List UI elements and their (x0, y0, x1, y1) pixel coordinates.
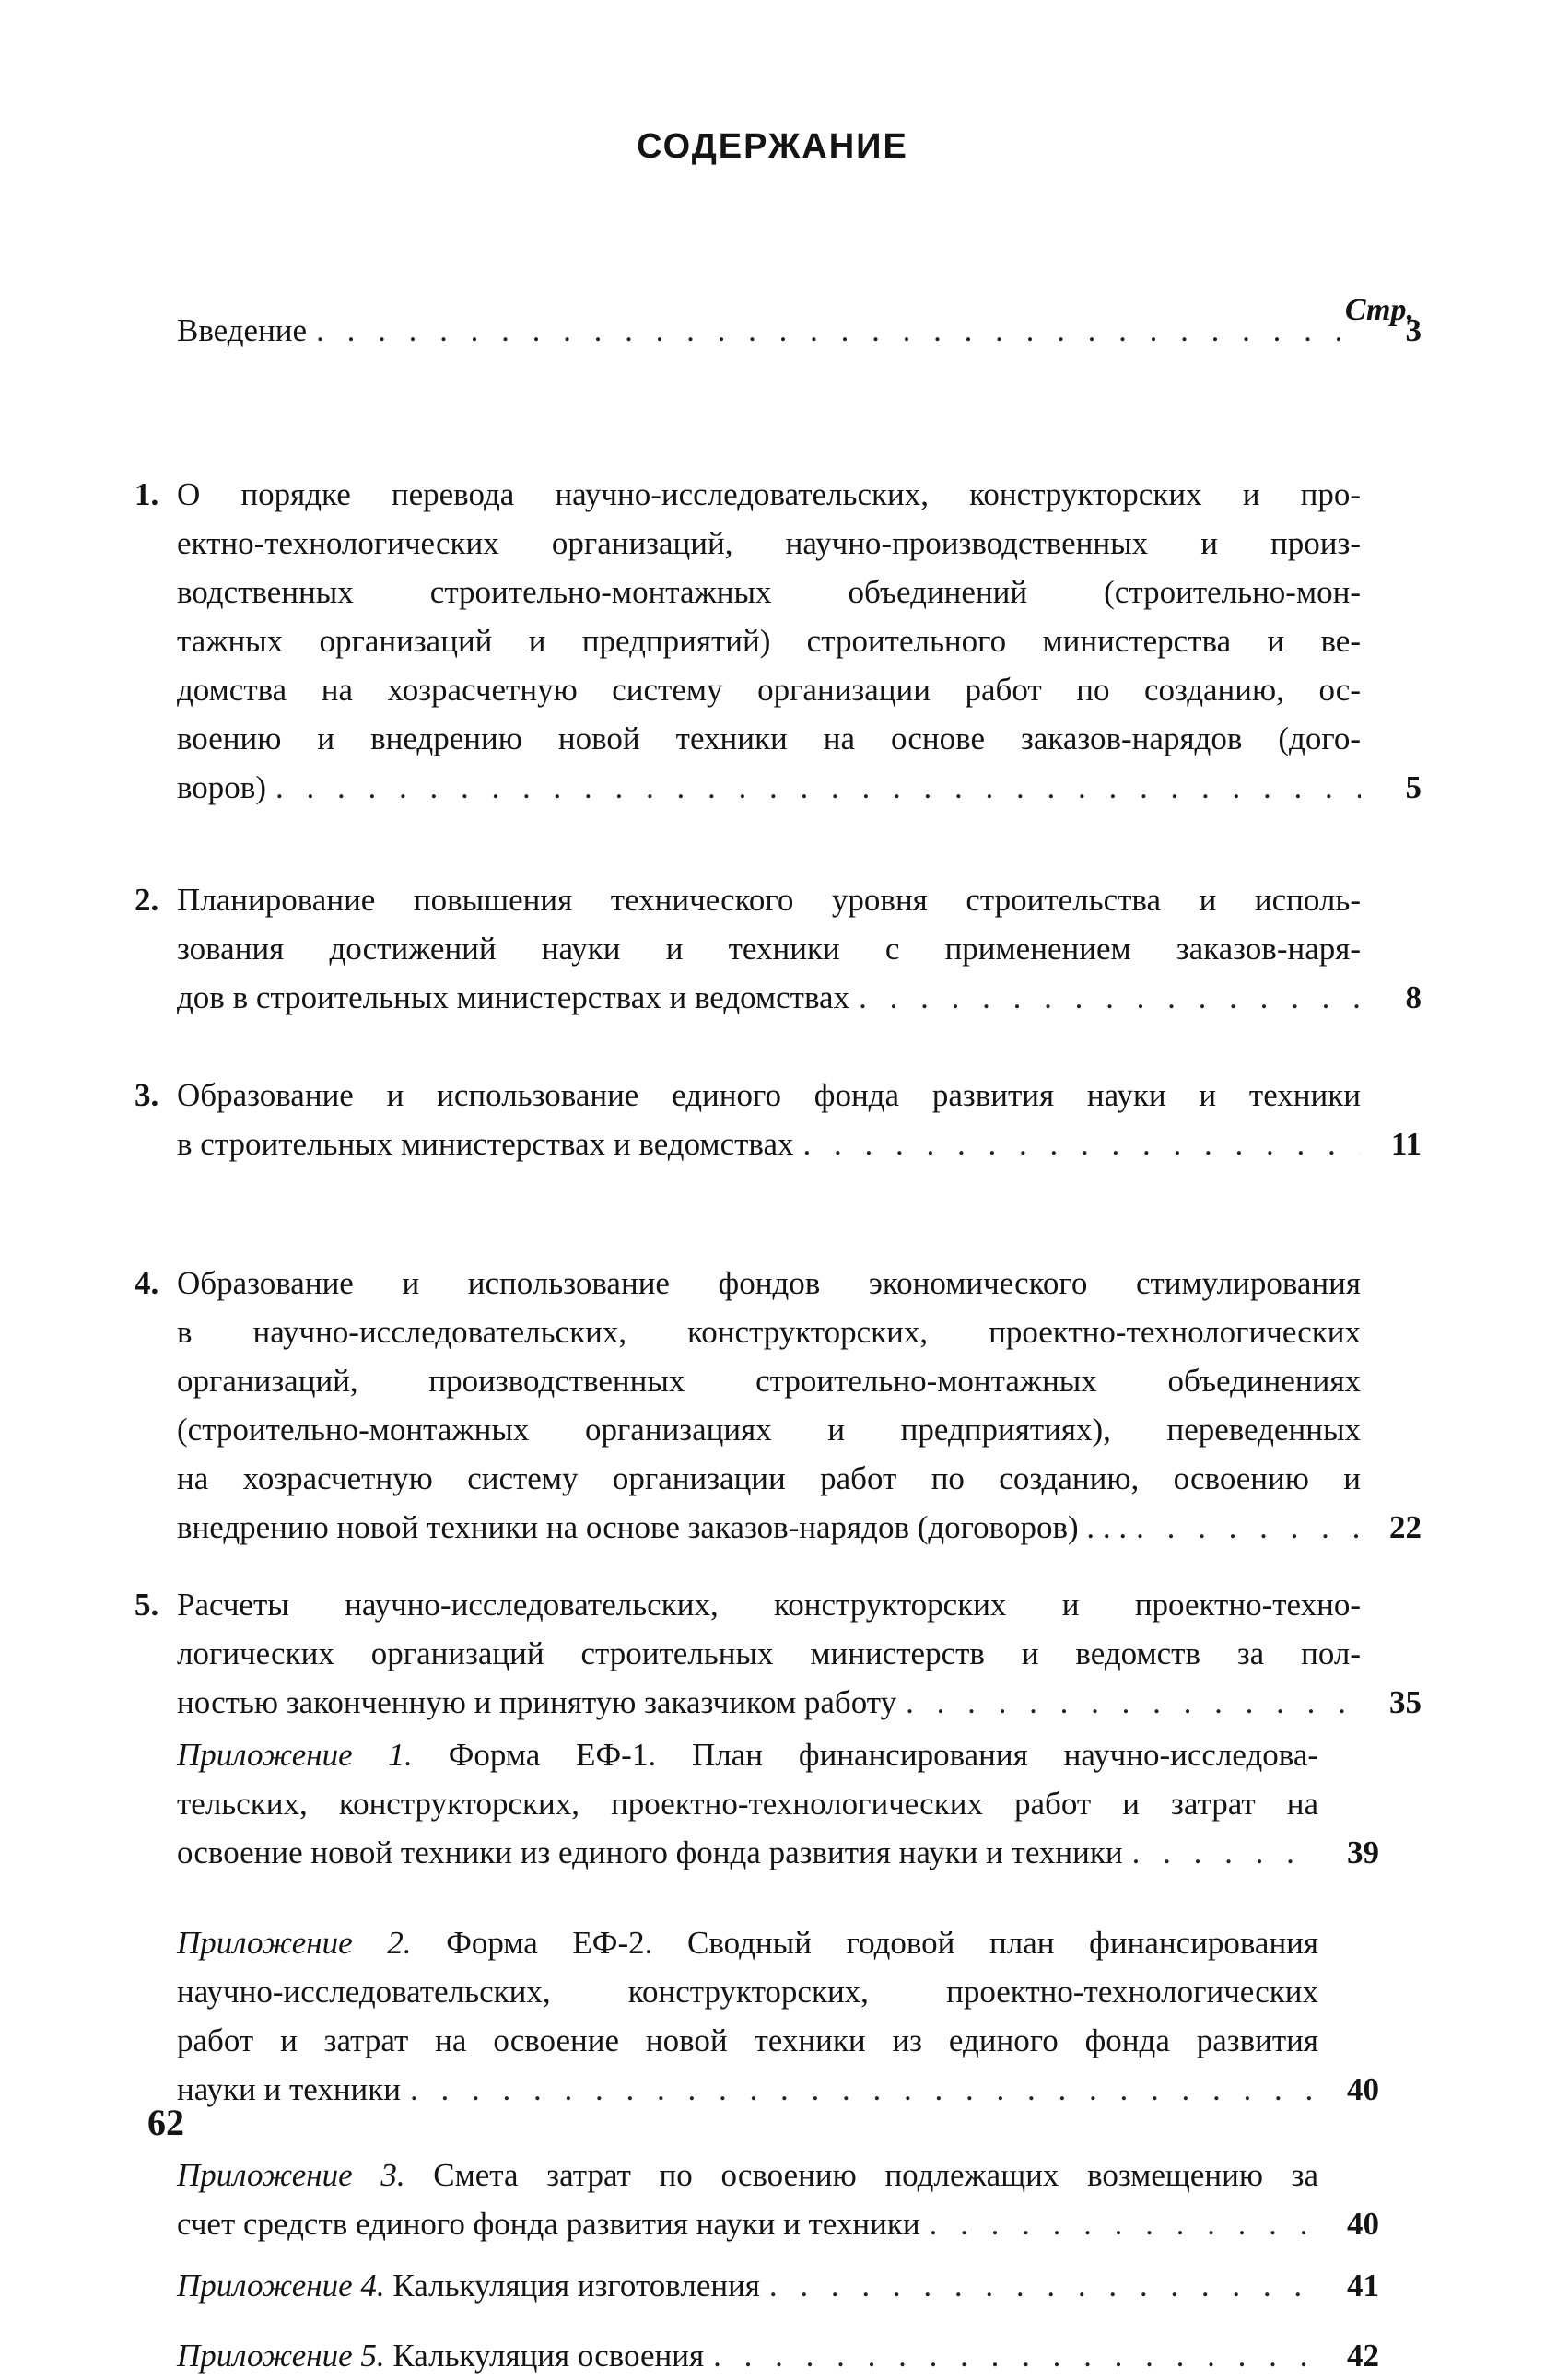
toc-entry-line: зования достижений науки и техники с применением заказов-наря- (177, 931, 1361, 967)
toc-entry-line: на хозрасчетную систему организации работ по созданию, освоению и (177, 1460, 1361, 1496)
toc-entry-last-line (177, 1828, 1318, 1877)
toc-entry-line: Приложение 1. Форма ЕФ-1. План финансирования научно-исследова- (177, 1737, 1319, 1773)
toc-entry-line: водственных строительно-монтажных объединений (строительно-мон- (177, 574, 1361, 610)
appendix-label: Приложение 4. (177, 2268, 385, 2304)
toc-page-number: 35 (1389, 1684, 1422, 1720)
toc-entry-last-text: ностью законченную и принятую заказчиком работу (177, 1684, 897, 1720)
appendix-label: Приложение 3. (177, 2157, 405, 2193)
toc-entry-row (135, 1730, 1422, 1877)
toc-entry-text (177, 1730, 1318, 1877)
toc-entry-last-line (177, 973, 1361, 1022)
toc-entry-line: (строительно-монтажных организациях и предприятиях), переведенных (177, 1412, 1361, 1448)
toc-entry-line: логических организаций строительных министерств и ведомств за пол- (177, 1636, 1361, 1671)
toc-entry-line: Образование и использование фондов экономического стимулирования (177, 1265, 1361, 1301)
toc-entry-line: домства на хозрасчетную систему организации работ по созданию, ос- (177, 672, 1361, 708)
toc-entry-last-line (177, 2331, 1318, 2380)
toc-entry-text (177, 306, 1361, 355)
toc-entry-line: ектно-технологических организаций, научно-производственных и произ- (177, 525, 1361, 561)
appendix-label: Приложение 5. (177, 2338, 385, 2374)
toc-entry-number: 5. (135, 1587, 159, 1623)
toc-entry-last-line (177, 2199, 1318, 2248)
toc-entry[interactable] (135, 470, 1422, 812)
toc-page-number: 40 (1347, 2071, 1379, 2107)
toc-page-number: 39 (1347, 1835, 1379, 1870)
toc-entry-line: тажных организаций и предприятий) строительного министерства и ве- (177, 623, 1361, 659)
toc-entry-number: 2. (135, 882, 159, 918)
toc-page-number: 8 (1405, 979, 1422, 1015)
toc-entry-last-text: Введение (177, 312, 308, 348)
appendix-label: Приложение 1. (177, 1737, 413, 1773)
toc-entry-row (135, 1259, 1422, 1552)
dot-leader (760, 2261, 1318, 2310)
toc-entry-last-text: в строительных министерствах и ведомствах (177, 1126, 794, 1162)
toc-entry-last-line (177, 306, 1361, 355)
toc-entry-last-text: внедрению новой техники на основе заказов-нарядов (договоров) . . . (177, 1509, 1128, 1545)
toc-page-number: 22 (1389, 1509, 1422, 1545)
dot-leader (401, 2065, 1318, 2114)
toc-entry-last-line (177, 1678, 1361, 1727)
toc-entry-last-line (177, 1120, 1361, 1168)
dot-leader (307, 306, 1361, 355)
toc-appendix[interactable] (135, 2151, 1422, 2248)
toc-entry[interactable] (135, 1580, 1422, 1727)
toc-entry-line: воению и внедрению новой техники на основе заказов-нарядов (дого- (177, 721, 1361, 756)
toc-entry-last-text: науки и техники (177, 2071, 402, 2107)
dot-leader (266, 763, 1361, 812)
toc-entry-text (177, 1259, 1361, 1552)
toc-entry-line: организаций, производственных строительно-монтажных объединениях (177, 1363, 1361, 1399)
toc-entry-last-text: Приложение 5. Калькуляция освоения (177, 2338, 705, 2374)
toc-entry-line: О порядке перевода научно-исследовательских, конструкторских и про- (177, 476, 1361, 512)
toc-entry-row (135, 470, 1422, 812)
toc-page-number: 5 (1405, 769, 1422, 805)
toc-entry-text (177, 1918, 1318, 2114)
toc-appendix[interactable] (135, 2261, 1422, 2310)
toc-page-number: 11 (1390, 1126, 1422, 1162)
toc-entry-text (177, 2151, 1318, 2248)
toc-entry[interactable] (135, 875, 1422, 1022)
toc-entry-last-line (177, 1503, 1361, 1552)
toc-entry-line: Расчеты научно-исследовательских, конструкторских и проектно-техно- (177, 1587, 1361, 1623)
toc-entry-text (177, 1071, 1361, 1168)
toc-entry-last-text: воров) (177, 769, 266, 805)
toc-entry-text (177, 875, 1361, 1022)
appendix-label: Приложение 2. (177, 1925, 412, 1961)
toc-entry-row (135, 875, 1422, 1022)
toc-page-number: 40 (1347, 2206, 1379, 2242)
dot-leader (920, 2199, 1318, 2248)
toc-entry-row (135, 1918, 1422, 2114)
toc-entry-line: научно-исследовательских, конструкторских, проектно-технологических (177, 1974, 1318, 2010)
toc-entry[interactable] (135, 306, 1422, 355)
toc-entry-text (177, 470, 1361, 812)
page-title: СОДЕРЖАНИЕ (637, 127, 908, 166)
dot-leader (794, 1120, 1362, 1168)
toc-appendix[interactable] (135, 2331, 1422, 2380)
dot-leader (704, 2331, 1318, 2380)
toc-entry-line: работ и затрат на освоение новой техники из единого фонда развития (177, 2022, 1318, 2058)
toc-entry-line: Планирование повышения технического уровня строительства и исполь- (177, 882, 1361, 918)
page-number: 62 (147, 2102, 184, 2143)
toc-page-number: 3 (1405, 312, 1422, 348)
toc-entry-row (135, 306, 1422, 355)
toc-entry-last-text: счет средств единого фонда развития науки и техники (177, 2206, 920, 2242)
toc-entry-number: 3. (135, 1077, 159, 1113)
toc-entry-row (135, 2331, 1422, 2380)
toc-appendix[interactable] (135, 1918, 1422, 2114)
toc-entry-line: Образование и использование единого фонда развития науки и техники (177, 1077, 1361, 1113)
toc-entry-line: Приложение 3. Смета затрат по освоению подлежащих возмещению за (177, 2157, 1319, 2193)
toc-entry-row (135, 2151, 1422, 2248)
dot-leader (849, 973, 1361, 1022)
toc-entry-row (135, 1071, 1422, 1168)
toc-page-number: 42 (1347, 2338, 1379, 2374)
toc-entry-line: Приложение 2. Форма ЕФ-2. Сводный годовой план финансирования (177, 1925, 1319, 1961)
dot-leader (1127, 1503, 1361, 1552)
toc-appendix[interactable] (135, 1730, 1422, 1877)
dot-leader (1123, 1828, 1318, 1877)
toc-entry-last-text: освоение новой техники из единого фонда развития науки и техники (177, 1835, 1123, 1870)
toc-entry[interactable] (135, 1071, 1422, 1168)
toc-page-number: 41 (1347, 2268, 1379, 2304)
toc-entry-last-line (177, 2261, 1318, 2310)
toc-entry-text (177, 2331, 1318, 2380)
toc-entry-text (177, 1580, 1361, 1727)
toc-entry-last-line (177, 2065, 1318, 2114)
toc-entry-text (177, 2261, 1318, 2310)
toc-entry-last-text: дов в строительных министерствах и ведомствах (177, 979, 850, 1015)
toc-entry-row (135, 1580, 1422, 1727)
toc-entry-line: тельских, конструкторских, проектно-технологических работ и затрат на (177, 1786, 1318, 1822)
toc-entry-last-text: Приложение 4. Калькуляция изготовления (177, 2268, 760, 2304)
toc-entry-row (135, 2261, 1422, 2310)
dot-leader (896, 1678, 1361, 1727)
toc-entry-line: в научно-исследовательских, конструкторских, проектно-технологических (177, 1314, 1361, 1350)
toc-entry-number: 1. (135, 476, 159, 512)
toc-entry-number: 4. (135, 1265, 159, 1301)
toc-entry-last-line (177, 763, 1361, 812)
toc-entry[interactable] (135, 1259, 1422, 1552)
page-column-label: Стр. (1344, 293, 1414, 327)
